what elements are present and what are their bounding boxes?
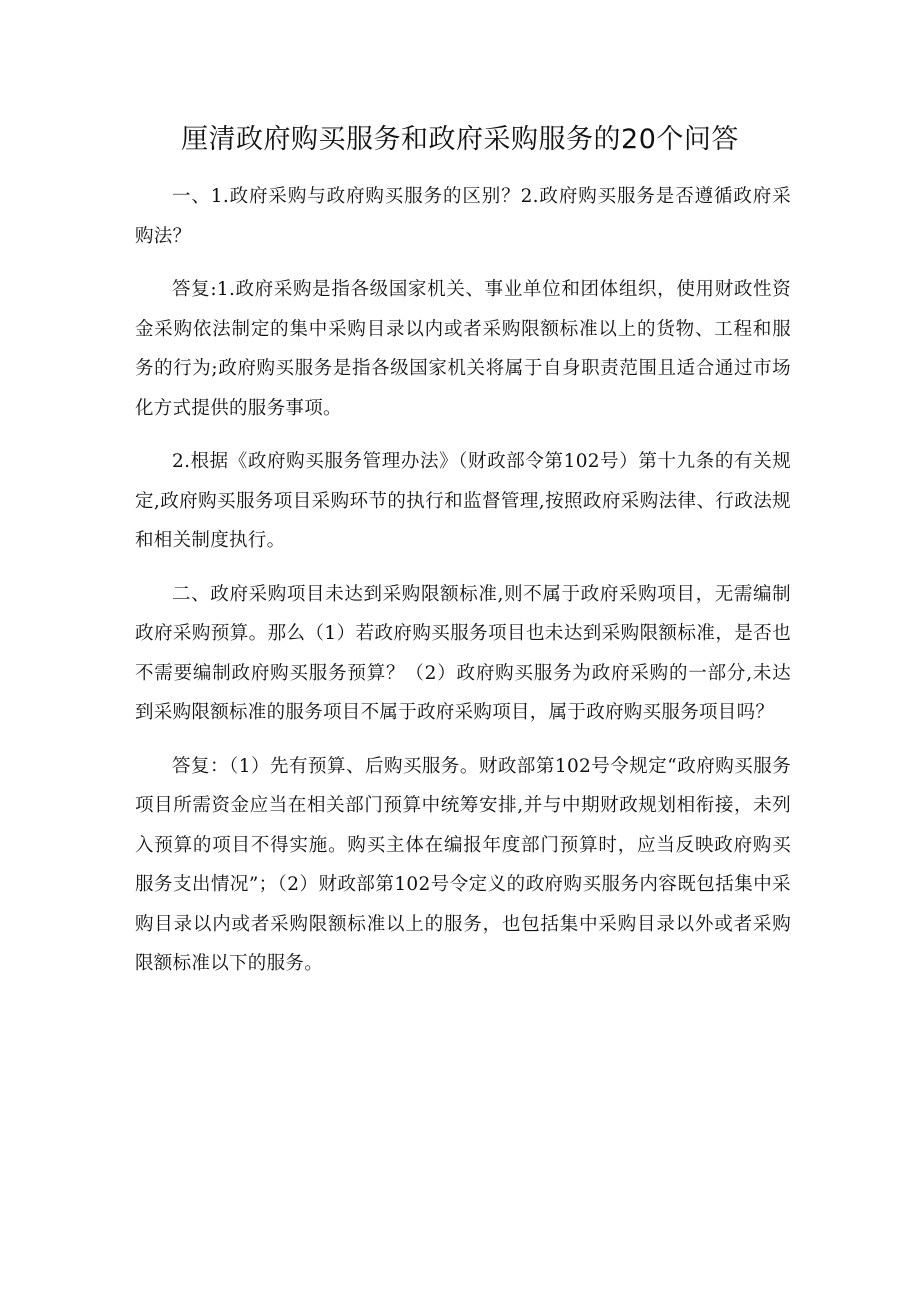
document-body [135, 177, 791, 998]
document-title: 厘清政府购买服务和政府采购服务的20个问答 [181, 124, 739, 155]
paragraph-question-1: 一、1.政府采购与政府购买服务的区别？2.政府购买服务是否遵循政府采购法？ [135, 186, 791, 247]
paragraph-question-2: 二、政府采购项目未达到采购限额标准,则不属于政府采购项目，无需编制政府采购预算。那么（1）若政府购买服务项目也未达到采购限额标准，是否也不需要编制政府购买服务预算？（2）政府购买服务为政府采购的一部分,未达到采购限额标准的服务项目不属于政府采购项目，属于政府购买服务项目吗？ [135, 583, 791, 723]
paragraph-answer-1-part-2: 2.根据《政府购买服务管理办法》（财政部令第102号）第十九条的有关规定,政府购买服务项目采购环节的执行和监督管理,按照政府采购法律、行政法规和相关制度执行。 [135, 451, 791, 551]
paragraph-answer-2: 答复：（1）先有预算、后购买服务。财政部第102号令规定“政府购买服务项目所需资金应当在相关部门预算中统筹安排,并与中期财政规划相衔接，未列入预算的项目不得实施。购买主体在编报年度部门预算时，应当反映政府购买服务支出情况”；（2）财政部第102号令定义的政府购买服务内容既包括集中采购目录以内或者采购限额标准以上的服务，也包括集中采购目录以外或者采购限额标准以下的服务。 [135, 755, 791, 974]
paragraph-answer-1-part-1: 答复:1.政府采购是指各级国家机关、事业单位和团体组织，使用财政性资金采购依法制定的集中采购目录以内或者采购限额标准以上的货物、工程和服务的行为;政府购买服务是指各级国家机关将属于自身职责范围且适合通过市场化方式提供的服务事项。 [135, 279, 791, 419]
